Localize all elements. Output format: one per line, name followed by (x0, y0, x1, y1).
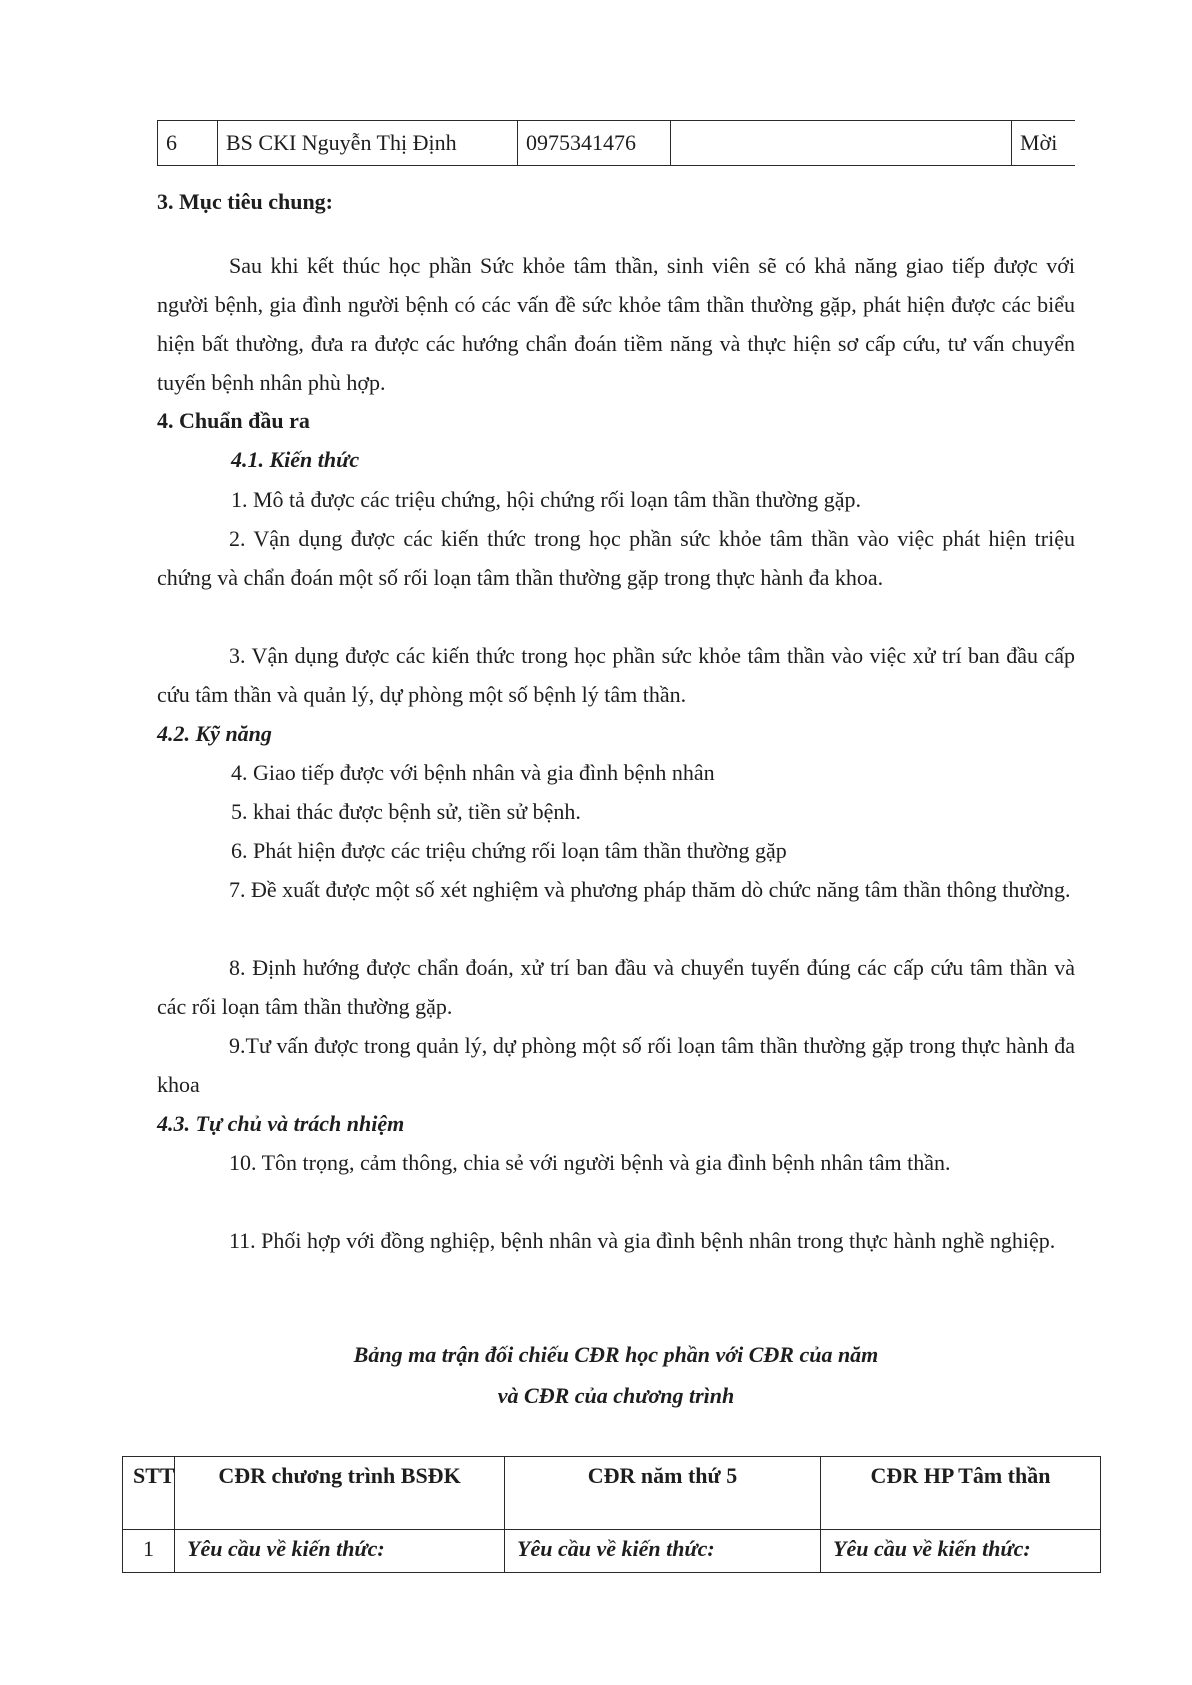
autonomy-title: 4.3. Tự chủ và trách nhiệm (157, 1111, 405, 1136)
header-year5-outcome: CĐR năm thứ 5 (505, 1457, 821, 1530)
skills-title: 4.2. Kỹ năng (157, 721, 272, 746)
table-row (123, 1530, 1101, 1573)
matrix-caption-line-2: và CĐR của chương trình (497, 1383, 735, 1408)
outcome-item-1: 1. Mô tả được các triệu chứng, hội chứng rối loạn tâm thần thường gặp. (231, 487, 861, 512)
section-3-heading: 3. Mục tiêu chung: (157, 189, 333, 214)
outcome-item-3: 3. Vận dụng được các kiến thức trong học phần sức khỏe tâm thần vào việc xử trí ban đầu cấp cứu tâm thần và quản lý, dự phòng một số bệnh lý tâm thần. (157, 643, 1075, 707)
outcome-item-4: 4. Giao tiếp được với bệnh nhân và gia đình bệnh nhân (231, 760, 715, 785)
matrix-caption-line-1: Bảng ma trận đối chiếu CĐR học phần với CĐR của năm (353, 1342, 879, 1367)
header-stt: STT (123, 1457, 175, 1530)
outcome-item-5: 5. khai thác được bệnh sử, tiền sử bệnh. (231, 799, 581, 824)
lecturer-name: BS CKI Nguyễn Thị Định (217, 121, 517, 165)
row-program-outcome: Yêu cầu về kiến thức: (175, 1530, 505, 1573)
outcome-matrix-table (122, 1456, 1101, 1573)
lecturer-status: Mời (1011, 121, 1075, 165)
outcome-item-8: 8. Định hướng được chẩn đoán, xử trí ban đầu và chuyển tuyến đúng các cấp cứu tâm thần và các rối loạn tâm thần thường gặp. (157, 955, 1075, 1019)
outcome-item-7: 7. Đề xuất được một số xét nghiệm và phương pháp thăm dò chức năng tâm thần thông thường. (229, 877, 1071, 902)
table-header-row (123, 1457, 1101, 1530)
outcome-item-11: 11. Phối hợp với đồng nghiệp, bệnh nhân và gia đình bệnh nhân trong thực hành nghề nghiệp. (229, 1228, 1056, 1253)
knowledge-title: 4.1. Kiến thức (231, 447, 360, 472)
section-4-heading: 4. Chuẩn đầu ra (157, 408, 310, 433)
row-year5-outcome: Yêu cầu về kiến thức: (505, 1530, 821, 1573)
header-program-outcome: CĐR chương trình BSĐK (175, 1457, 505, 1530)
outcome-item-10: 10. Tôn trọng, cảm thông, chia sẻ với người bệnh và gia đình bệnh nhân tâm thần. (229, 1150, 951, 1175)
row-number: 6 (157, 121, 217, 165)
outcome-item-6: 6. Phát hiện được các triệu chứng rối loạn tâm thần thường gặp (231, 838, 787, 863)
lecturer-note (671, 121, 1163, 165)
row-course-outcome: Yêu cầu về kiến thức: (821, 1530, 1101, 1573)
outcome-item-2: 2. Vận dụng được các kiến thức trong học phần sức khỏe tâm thần vào việc phát hiện triệu chứng và chẩn đoán một số rối loạn tâm thần thường gặp trong thực hành đa khoa. (157, 526, 1075, 590)
outcome-item-9: 9.Tư vấn được trong quản lý, dự phòng một số rối loạn tâm thần thường gặp trong thực hành đa khoa (157, 1033, 1075, 1097)
general-objective-paragraph: Sau khi kết thúc học phần Sức khỏe tâm thần, sinh viên sẽ có khả năng giao tiếp được với người bệnh, gia đình người bệnh có các vấn đề sức khỏe tâm thần thường gặp, phát hiện được các biểu hiện bất thường, đưa ra được các hướng chẩn đoán tiềm năng và thực hiện sơ cấp cứu, tư vấn chuyển tuyến bệnh nhân phù hợp. (157, 253, 1075, 395)
row-stt: 1 (123, 1530, 175, 1573)
lecturer-phone: 0975341476 (517, 121, 671, 165)
lecturer-table-row (157, 120, 1075, 166)
header-course-outcome: CĐR HP Tâm thần (821, 1457, 1101, 1530)
